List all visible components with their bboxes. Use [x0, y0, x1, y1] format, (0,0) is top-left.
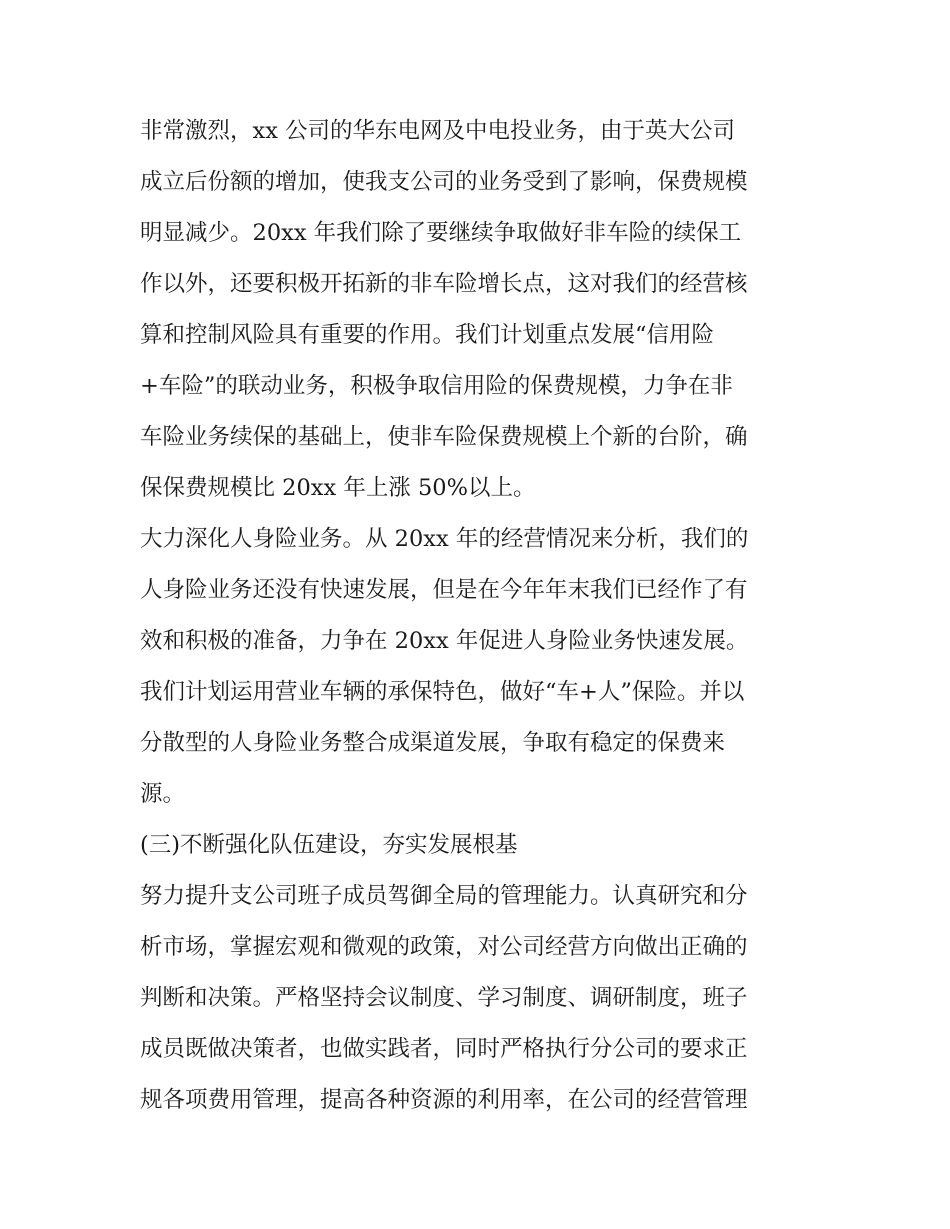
text-line: +车险”的联动业务，积极争取信用险的保费规模，力争在非: [140, 373, 733, 399]
text-line: 判断和决策。严格坚持会议制度、学习制度、调研制度，班子: [140, 985, 748, 1011]
text-line: 成立后份额的增加，使我支公司的业务受到了影响，保费规模: [140, 169, 748, 195]
text-line: 车险业务续保的基础上，使非车险保费规模上个新的台阶，确: [140, 424, 748, 450]
text-line: 算和控制风险具有重要的作用。我们计划重点发展“信用险: [140, 322, 715, 348]
body-text: [140, 106, 820, 1126]
text-line: 明显减少。20xx 年我们除了要继续争取做好非车险的续保工: [140, 220, 742, 246]
text-line: 规各项费用管理，提高各种资源的利用率，在公司的经营管理: [140, 1087, 748, 1113]
text-line: 分散型的人身险业务整合成渠道发展，争取有稳定的保费来: [140, 730, 726, 756]
text-line: 成员既做决策者，也做实践者，同时严格执行分公司的要求正: [140, 1036, 748, 1062]
paragraph-start-line: 大力深化人身险业务。从 20xx 年的经营情况来分析，我们的: [140, 526, 749, 552]
text-line: 作以外，还要积极开拓新的非车险增长点，这对我们的经营核: [140, 271, 748, 297]
paragraph-start-line: 努力提升支公司班子成员驾御全局的管理能力。认真研究和分: [140, 883, 748, 909]
text-line: 非常激烈，xx 公司的华东电网及中电投业务，由于英大公司: [140, 118, 736, 144]
section-heading: (三)不断强化队伍建设，夯实发展根基: [140, 832, 518, 858]
text-line: 析市场，掌握宏观和微观的政策，对公司经营方向做出正确的: [140, 934, 748, 960]
text-line: 我们计划运用营业车辆的承保特色，做好“车+人”保险。并以: [140, 679, 745, 705]
text-line: 效和积极的准备，力争在 20xx 年促进人身险业务快速发展。: [140, 628, 749, 654]
text-line: 保保费规模比 20xx 年上涨 50%以上。: [140, 475, 536, 501]
text-line: 源。: [140, 781, 186, 807]
text-line: 人身险业务还没有快速发展，但是在今年年末我们已经作了有: [140, 577, 748, 603]
